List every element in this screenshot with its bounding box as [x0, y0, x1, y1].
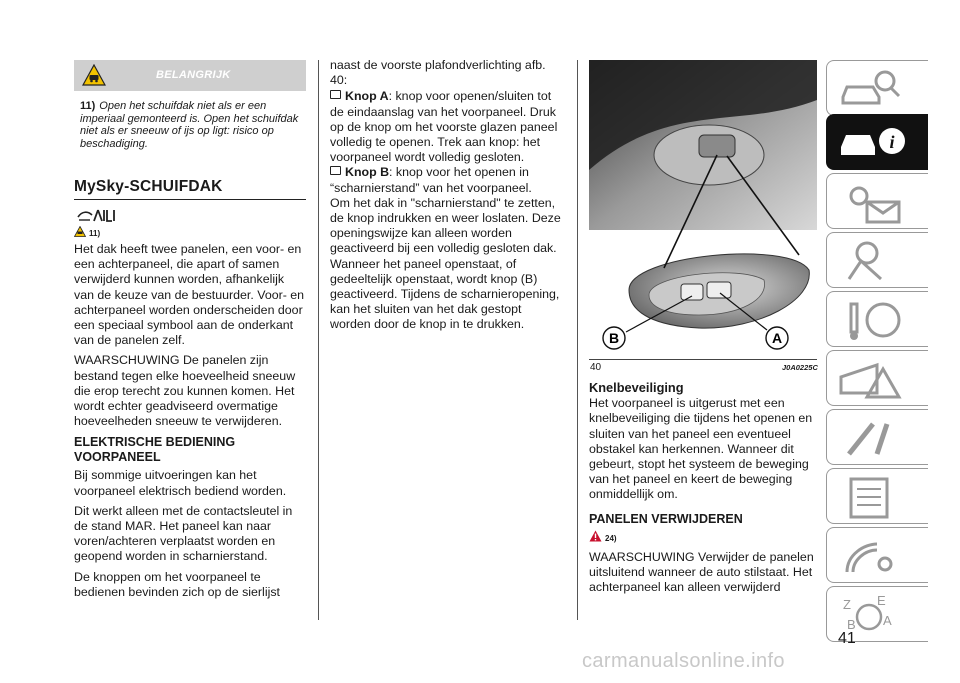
figure-rule [589, 359, 817, 360]
car-warning-icon [837, 357, 907, 401]
column2-para: Om het dak in "scharnierstand" te zetten, de knop indrukken en weer loslaten. Deze openingswijze kan alleen worden geactiveerd bij een volledig gesloten dak. Wanneer het paneel openstaat, of gedeeltelijk openstaat, wordt knop (B) geactiveerd. Tijdens de scharnieropening, kan het sluiten van het dak gestopt worden door de knop in te drukken. [330, 195, 561, 332]
label-b: B [608, 330, 620, 346]
car-info-icon [837, 121, 907, 165]
knop-b-label: Knop B [345, 165, 390, 180]
key-steering-wheel-icon [837, 298, 907, 342]
section1-para2: WAARSCHUWING De panelen zijn bestand tegen elke hoeveelheid sneeuw die erop terecht zou kunnen komen. Het wordt echter geadviseerd overmatige hoeveelheden sneeuw te verwijderen. [74, 353, 296, 429]
important-warning-box [74, 60, 306, 160]
column-divider [577, 60, 578, 620]
knop-a-item [330, 89, 565, 165]
car-search-icon [837, 67, 907, 111]
tab-multimedia[interactable] [826, 527, 928, 583]
knop-a-label: Knop A [345, 89, 389, 104]
label-a: A [771, 330, 783, 346]
svg-text:E: E [877, 593, 886, 608]
warning-title: BELANGRIJK [156, 69, 231, 81]
section2-para3: De knoppen om het voorpaneel te bedienen bevinden zich op de sierlijst [74, 569, 280, 599]
tab-spec-sheet[interactable] [826, 468, 928, 524]
warning-header [74, 60, 306, 91]
section2-para1: Bij sommige uitvoeringen kan het voorpaneel elektrisch bediend worden. [74, 468, 287, 498]
column3-para1: Het voorpaneel is uitgerust met een knelbeveiliging die tijdens het openen en sluiten van het paneel een eventueel obstakel kan herkennen. Wanneer dit gebeurt, stopt het systeem de beweging van het paneel en keert de beweging onmiddellijk om. [589, 396, 813, 502]
section-title-panels: PANELEN VERWIJDEREN [589, 511, 743, 526]
tab-car-search[interactable] [826, 60, 928, 116]
knelbeveiliging-heading: Knelbeveiliging [589, 380, 684, 395]
warning-text [74, 91, 306, 150]
airbag-seat-icon [837, 239, 907, 283]
svg-text:B: B [847, 617, 856, 632]
bookmark-icon [330, 166, 341, 175]
watermark: carmanualsonline.info [582, 650, 785, 672]
ref-row [74, 226, 306, 242]
wrench-tools-icon [837, 416, 907, 460]
knop-a-text: : knop voor openen/sluiten tot de eindaanslag van het voorpaneel. Druk op de knop om het voorste glazen paneel volledig te openen. Trek aan knop: het voorpaneel wordt volledig gesloten. [330, 89, 558, 165]
section-title-mysky: MySky-SCHUIFDAK [74, 178, 306, 200]
slippery-car-warning-icon [82, 64, 106, 86]
warning-triangle-icon [74, 226, 86, 237]
tab-car-info[interactable] [826, 114, 928, 170]
spec-sheet-icon [837, 475, 907, 519]
svg-text:Z: Z [843, 597, 851, 612]
figure-number: 40 [590, 362, 602, 373]
tab-tools[interactable] [826, 409, 928, 465]
tab-car-warning[interactable] [826, 350, 928, 406]
warning-number: 11) [80, 100, 96, 112]
ref-number: 24) [605, 533, 617, 543]
tab-key-steering[interactable] [826, 291, 928, 347]
bookmark-icon [330, 90, 341, 99]
svg-text:A: A [883, 613, 892, 628]
warning-body: Open het schuifdak niet als er een imperiaal gemonteerd is. Open het schuifdak niet als er sneeuw of ijs op ligt: risico op beschadiging. [80, 100, 299, 150]
column-3 [589, 380, 819, 600]
mysky-logo-icon [76, 207, 118, 223]
section2-para2: Dit werkt alleen met de contactsleutel in de stand MAR. Het paneel kan naar voren/achteren verplaatst worden en geopend worden in scharnierstand. [74, 503, 293, 564]
tab-airbag-seat[interactable] [826, 232, 928, 288]
svg-text:i: i [889, 132, 895, 152]
warning-lights-icon [837, 180, 907, 224]
column-divider [318, 60, 319, 620]
ref-number: 11) [89, 229, 101, 239]
danger-triangle-icon [589, 530, 602, 542]
column3-para2: WAARSCHUWING Verwijder de panelen uitsluitend wanneer de auto stilstaat. Het achterpaneel kan alleen verwijderd [589, 549, 814, 595]
roof-buttons-figure [589, 60, 817, 360]
column2-intro: naast de voorste plafondverlichting afb. 40: [330, 58, 546, 88]
tab-warning-lights[interactable] [826, 173, 928, 229]
ref-row [589, 530, 819, 550]
knop-b-item [330, 165, 565, 195]
multimedia-icon [837, 534, 907, 578]
column-1 [74, 226, 306, 605]
knop-b-text: : knop voor het openen in “scharnierstand” van het voorpaneel. [330, 165, 532, 195]
column-2 [330, 58, 565, 338]
page-number: 41 [838, 630, 856, 647]
section1-para1: Het dak heeft twee panelen, een voor- en een achterpaneel, die apart of samen verwijderd kunnen worden, afhankelijk van de keuze van de bestuurder. Voor- en achterpaneel worden onderscheiden door een speciaal symbool aan de onderkant van de panelen zelf. [74, 242, 305, 348]
figure-code: J0A0225C [782, 363, 818, 372]
section-title-electric: ELEKTRISCHE BEDIENING VOORPANEEL [74, 435, 236, 465]
